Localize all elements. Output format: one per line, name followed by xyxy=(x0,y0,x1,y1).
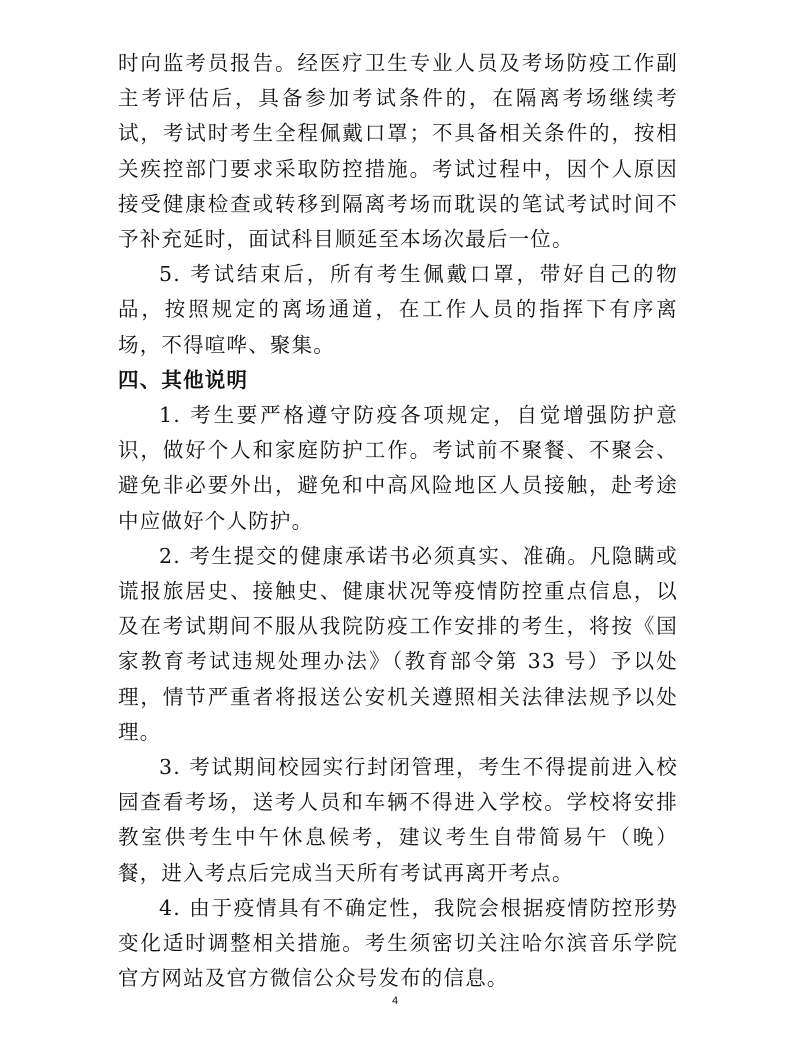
paragraph-continued: 时向监考员报告。经医疗卫生专业人员及考场防疫工作副主考评估后，具备参加考试条件的，在隔离考场继续考试，考试时考生全程佩戴口罩；不具备相关条件的，按相关疾控部门要求采取防控措施。考试过程中，因个人原因接受健康检查或转移到隔离考场而耽误的笔试考试时间不予补充延时，面试科目顺延至本场次最后一位。 xyxy=(118,51,678,252)
paragraph-item-1: 1. 考生要严格遵守防疫各项规定，自觉增强防护意识，做好个人和家庭防护工作。考试前不聚餐、不聚会、避免非必要外出，避免和中高风险地区人员接触，赴考途中应做好个人防护。 xyxy=(118,403,678,533)
document-body xyxy=(118,46,678,996)
paragraph-item-2: 2. 考生提交的健康承诺书必须真实、准确。凡隐瞒或谎报旅居史、接触史、健康状况等疫情防控重点信息，以及在考试期间不服从我院防疫工作安排的考生，将按《国家教育考试违规处理办法》（教育部令第 33 号）予以处理，情节严重者将报送公安机关遵照相关法律法规予以处理。 xyxy=(118,543,678,744)
paragraph-item-5: 5. 考试结束后，所有考生佩戴口罩，带好自己的物品，按照规定的离场通道，在工作人员的指挥下有序离场，不得喧哗、聚集。 xyxy=(118,262,678,357)
paragraph-item-3: 3. 考试期间校园实行封闭管理，考生不得提前进入校园查看考场，送考人员和车辆不得进入学校。学校将安排教室供考生中午休息候考，建议考生自带简易午（晚）餐，进入考点后完成当天所有考试再离开考点。 xyxy=(118,755,678,885)
section-heading: 四、其他说明 xyxy=(118,367,249,392)
paragraph-item-4: 4. 由于疫情具有不确定性，我院会根据疫情防控形势变化适时调整相关措施。考生须密切关注哈尔滨音乐学院官方网站及官方微信公众号发布的信息。 xyxy=(118,895,678,991)
page-number: 4 xyxy=(391,995,399,1007)
